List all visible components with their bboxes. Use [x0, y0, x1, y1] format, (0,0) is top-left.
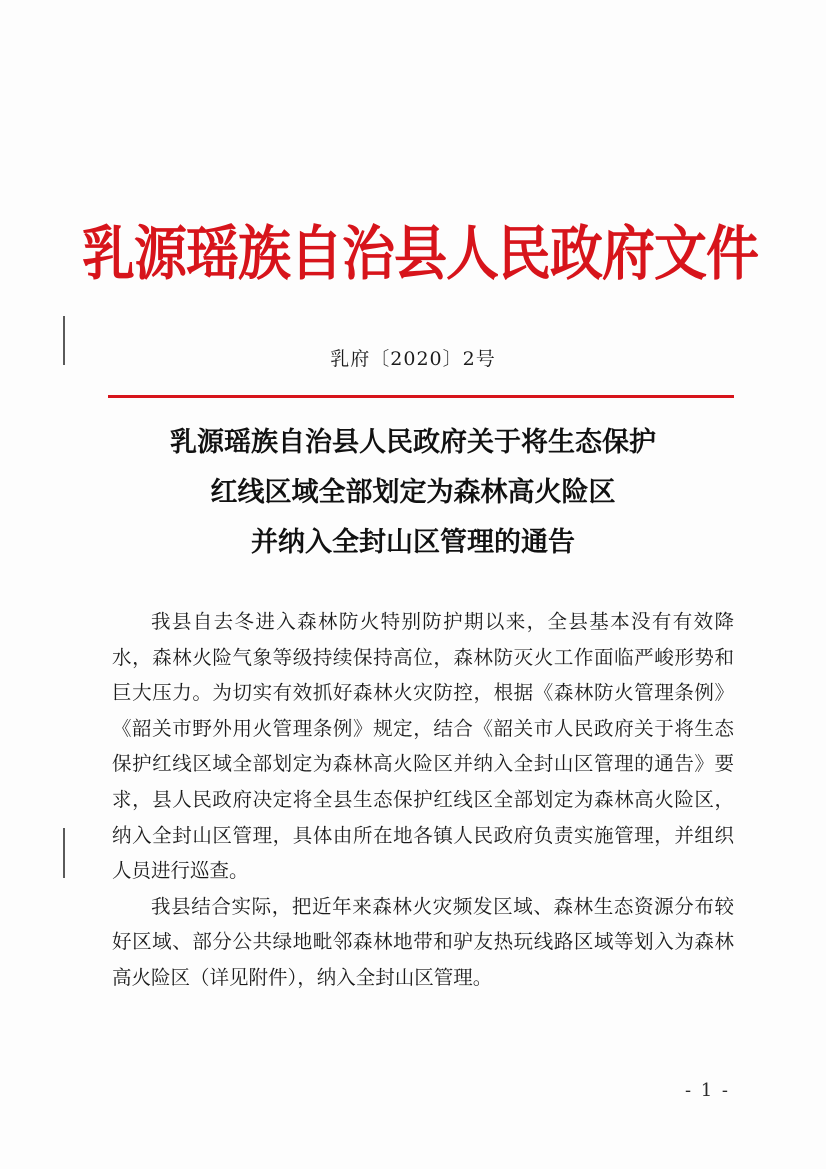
body-paragraph-1: 我县自去冬进入森林防火特别防护期以来，全县基本没有有效降水，森林火险气象等级持续保持高位，森林防灭火工作面临严峻形势和巨大压力。为切实有效抓好森林火灾防控，根据《森林防火管理条例》《韶关市野外用火管理条例》规定，结合《韶关市人民政府关于将生态保护红线区域全部划定为森林高火险区并纳入全封山区管理的通告》要求，县人民政府决定将全县生态保护红线区全部划定为森林高火险区，纳入全封山区管理，具体由所在地各镇人民政府负责实施管理，并组织人员进行巡查。	[112, 610, 734, 883]
title-line-2: 红线区域全部划定为森林高火险区	[210, 477, 616, 508]
body-paragraph-2: 我县结合实际，把近年来森林火灾频发区域、森林生态资源分布较好区域、部分公共绿地毗邻森林地带和驴友热玩线路区域等划入为森林高火险区（详见附件），纳入全封山区管理。	[112, 894, 734, 989]
title-line-3: 并纳入全封山区管理的通告	[251, 527, 575, 558]
page-number: - 1 -	[684, 1080, 730, 1101]
document-number: 乳府〔2020〕2号	[330, 348, 496, 370]
document-body	[112, 604, 734, 996]
red-separator-line	[108, 395, 734, 398]
document-title	[0, 418, 826, 568]
title-line-1: 乳源瑶族自治县人民政府关于将生态保护	[170, 427, 656, 458]
binding-mark-bottom	[63, 828, 65, 878]
document-masthead: 乳源瑶族自治县人民政府文件	[82, 220, 758, 289]
